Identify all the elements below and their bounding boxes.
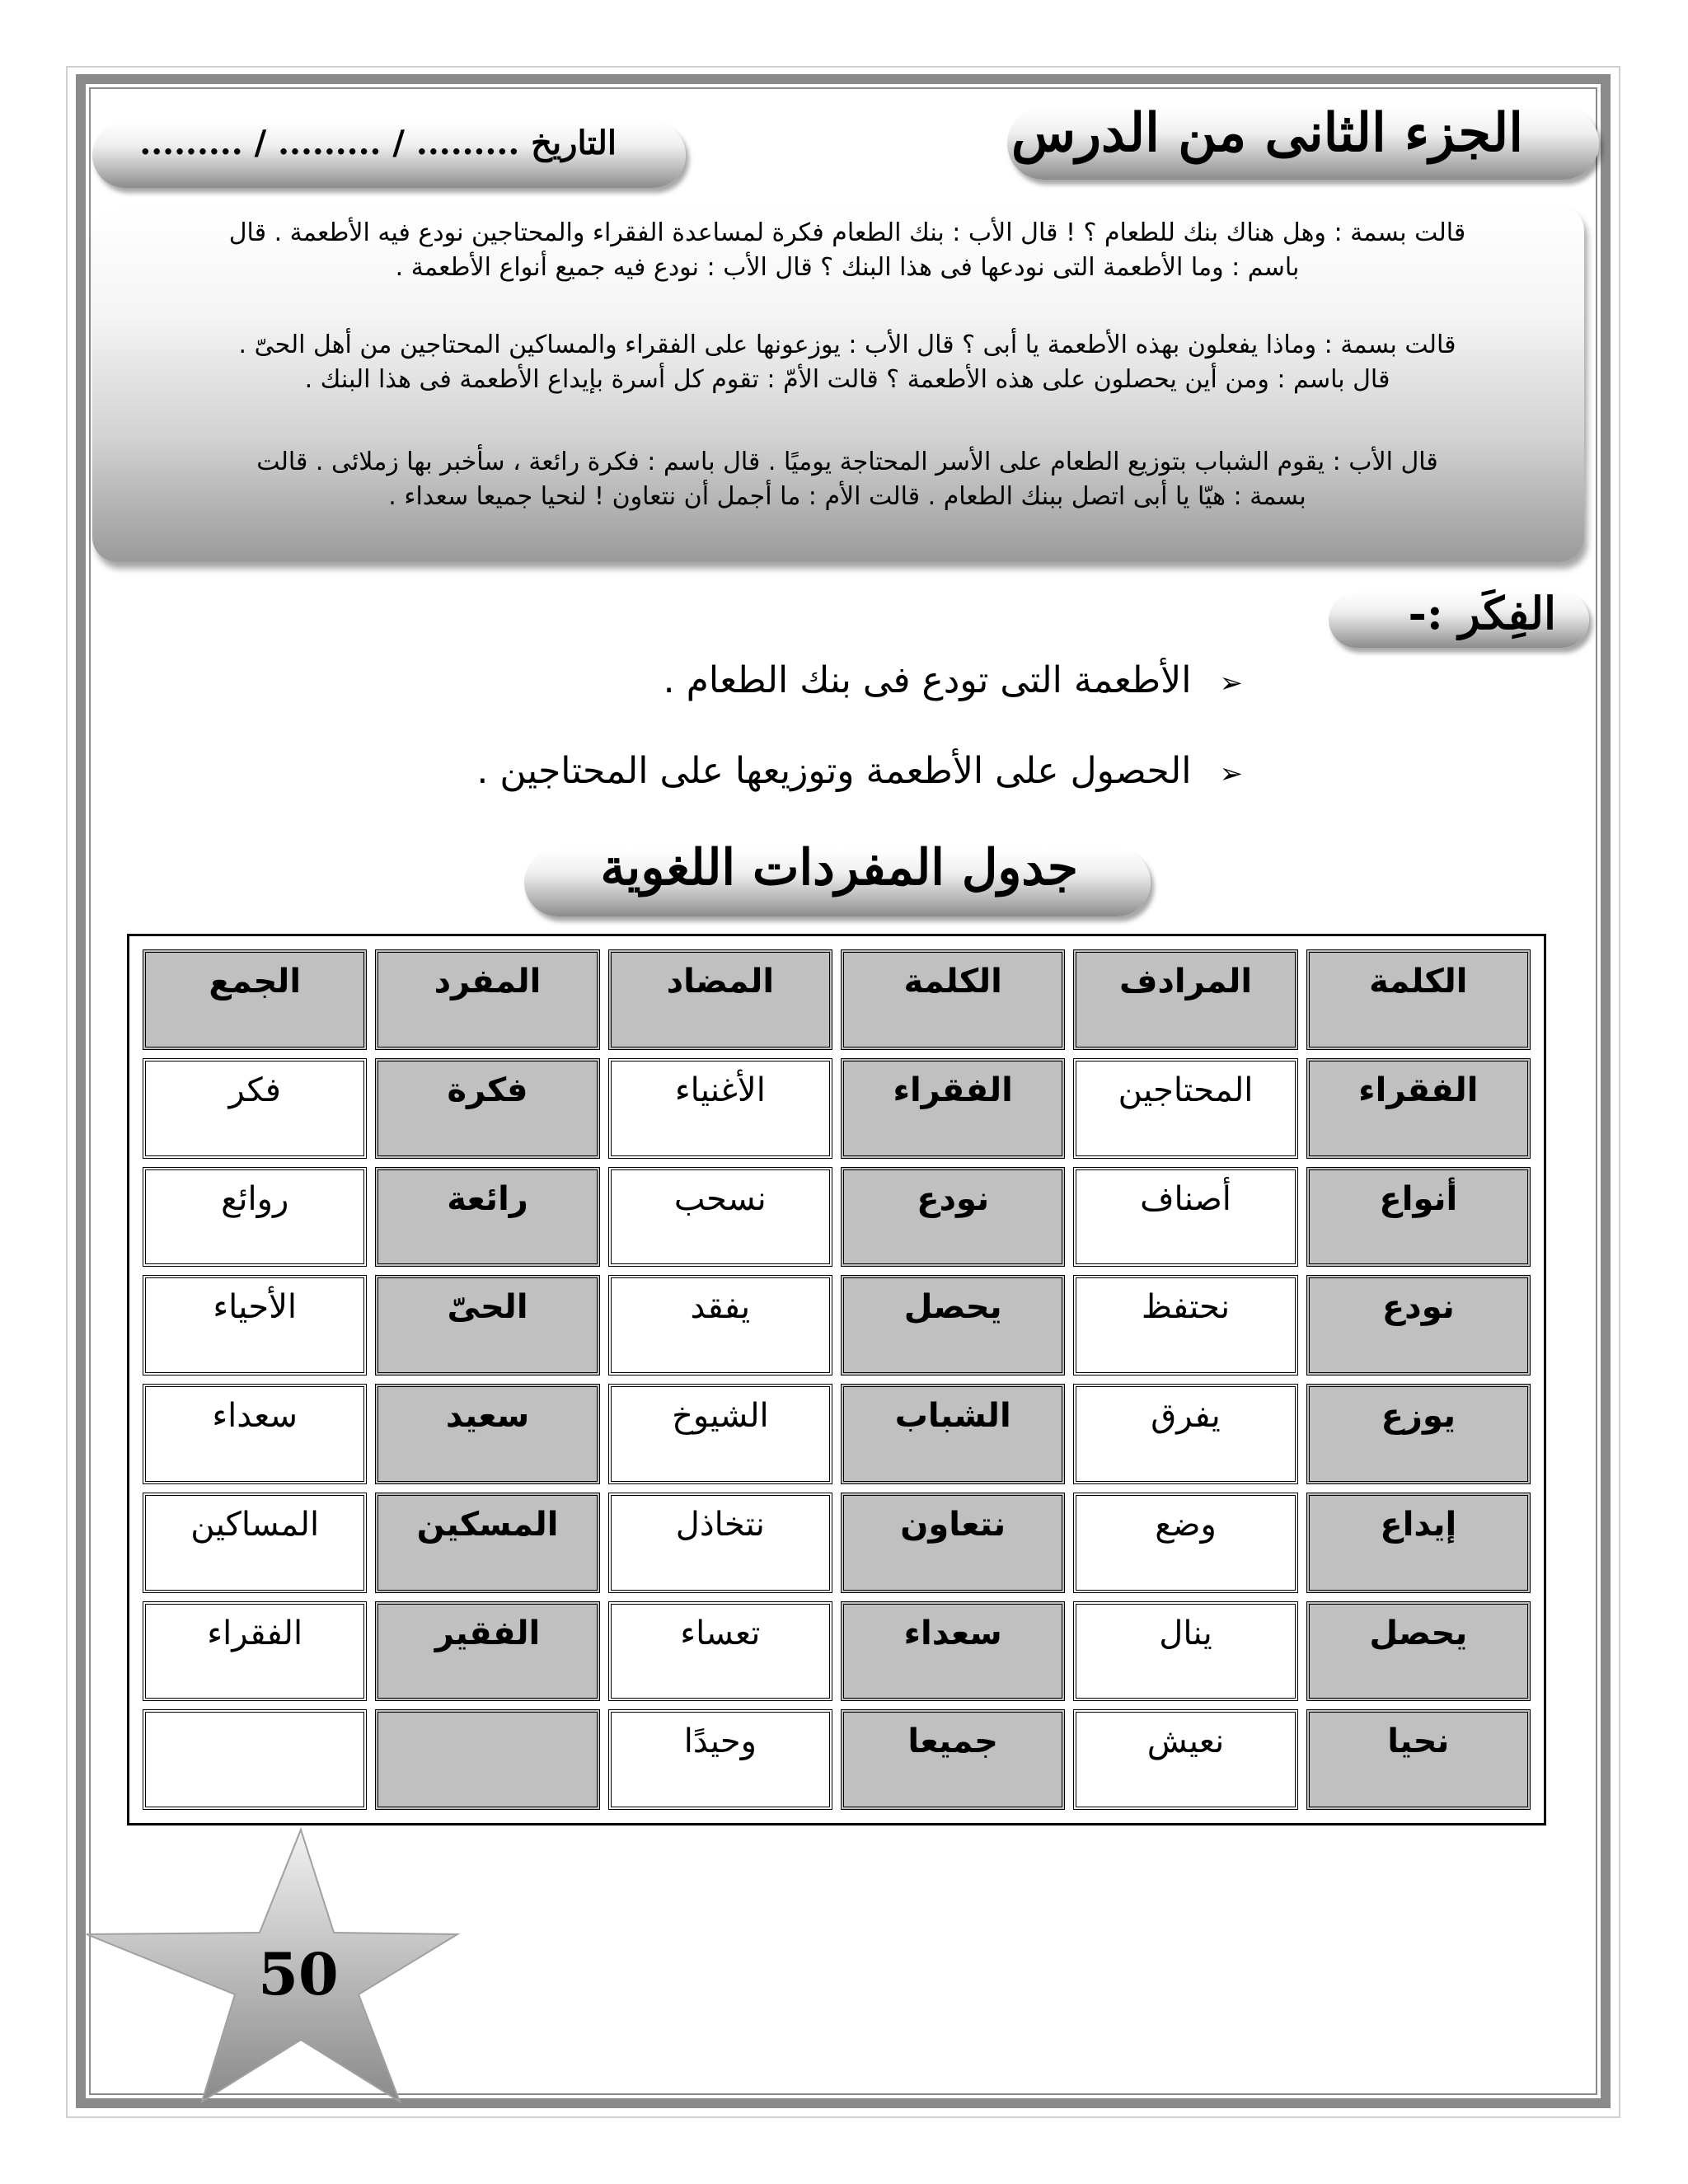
vocab-table-title: جدول المفردات اللغوية bbox=[600, 839, 1078, 897]
arrow-bullet-icon: ➢ bbox=[1219, 667, 1243, 700]
date-label: التاريخ ......... / ......... / ......... bbox=[139, 124, 617, 162]
page-number: 50 bbox=[258, 1940, 339, 2008]
table-row bbox=[143, 1601, 1531, 1702]
table-cell: نسحب bbox=[608, 1167, 832, 1268]
table-row bbox=[143, 1493, 1531, 1593]
table-row bbox=[143, 1167, 1531, 1268]
story-paragraph-3 bbox=[122, 445, 1573, 514]
table-cell: أنواع bbox=[1306, 1167, 1531, 1268]
idea-text: الحصول على الأطعمة وتوزيعها على المحتاجين . bbox=[476, 750, 1192, 792]
table-cell: نودع bbox=[1306, 1275, 1531, 1376]
table-cell: الفقير bbox=[375, 1601, 599, 1702]
idea-item bbox=[476, 750, 1243, 792]
table-cell: الشيوخ bbox=[608, 1384, 832, 1484]
table-header-row bbox=[143, 949, 1531, 1050]
table-cell: نعيش bbox=[1073, 1709, 1297, 1810]
table-cell: يحصل bbox=[841, 1275, 1065, 1376]
table-cell: الأغنياء bbox=[608, 1058, 832, 1159]
column-header: الكلمة bbox=[841, 949, 1065, 1050]
table-cell: سعداء bbox=[143, 1384, 367, 1484]
table-cell: المحتاجين bbox=[1073, 1058, 1297, 1159]
table-row bbox=[143, 1384, 1531, 1484]
vocab-table bbox=[134, 941, 1539, 1818]
table-cell: إيداع bbox=[1306, 1493, 1531, 1593]
table-cell: الفقراء bbox=[143, 1601, 367, 1702]
table-cell: المساكين bbox=[143, 1493, 367, 1593]
column-header: المفرد bbox=[375, 949, 599, 1050]
table-cell: جميعا bbox=[841, 1709, 1065, 1810]
table-cell: وحيدًا bbox=[608, 1709, 832, 1810]
story-line: بسمة : هيّا يا أبى اتصل ببنك الطعام . قالت الأم : ما أجمل أن نتعاون ! لنحيا جميعا سعداء . bbox=[388, 482, 1306, 511]
table-row bbox=[143, 1275, 1531, 1376]
idea-item bbox=[663, 659, 1243, 701]
table-cell: نتخاذل bbox=[608, 1493, 832, 1593]
column-header: الجمع bbox=[143, 949, 367, 1050]
idea-text: الأطعمة التى تودع فى بنك الطعام . bbox=[663, 659, 1192, 701]
column-header: الكلمة bbox=[1306, 949, 1531, 1050]
table-cell: سعداء bbox=[841, 1601, 1065, 1702]
story-paragraph-2 bbox=[122, 328, 1573, 397]
table-cell: يوزع bbox=[1306, 1384, 1531, 1484]
table-cell: أصناف bbox=[1073, 1167, 1297, 1268]
ideas-title: الفِكَر :- bbox=[1408, 587, 1556, 640]
table-cell: نحيا bbox=[1306, 1709, 1531, 1810]
story-line: قال الأب : يقوم الشباب بتوزيع الطعام على الأسر المحتاجة يوميًا . قال باسم : فكرة رائعة ، سأخبر بها زملائى . قالت bbox=[256, 448, 1438, 476]
story-line: قالت بسمة : وماذا يفعلون بهذه الأطعمة يا أبى ؟ قال الأب : يوزعونها على الفقراء والمساكين المحتاجين من أهل الحىّ . bbox=[238, 330, 1456, 359]
table-cell: روائع bbox=[143, 1167, 367, 1268]
table-cell: يحصل bbox=[1306, 1601, 1531, 1702]
story-line: قالت بسمة : وهل هناك بنك للطعام ؟ ! قال الأب : بنك الطعام فكرة لمساعدة الفقراء والمحتاجين نودع فيه الأطعمة . قال bbox=[228, 218, 1466, 247]
table-cell: الحىّ bbox=[375, 1275, 599, 1376]
story-line: قال باسم : ومن أين يحصلون على هذه الأطعمة ؟ قالت الأمّ : تقوم كل أسرة بإيداع الأطعمة فى هذا البنك . bbox=[304, 365, 1390, 394]
table-cell: يفقد bbox=[608, 1275, 832, 1376]
table-cell: الفقراء bbox=[841, 1058, 1065, 1159]
table-cell: فكرة bbox=[375, 1058, 599, 1159]
page-number-star-icon bbox=[82, 1825, 462, 2106]
table-cell bbox=[143, 1709, 367, 1810]
vocab-table-frame bbox=[127, 934, 1546, 1825]
table-cell: الفقراء bbox=[1306, 1058, 1531, 1159]
table-cell: نتعاون bbox=[841, 1493, 1065, 1593]
table-cell: وضع bbox=[1073, 1493, 1297, 1593]
table-cell: سعيد bbox=[375, 1384, 599, 1484]
column-header: المضاد bbox=[608, 949, 832, 1050]
table-cell: الشباب bbox=[841, 1384, 1065, 1484]
story-line: باسم : وما الأطعمة التى نودعها فى هذا البنك ؟ قال الأب : نودع فيه جميع أنواع الأطعمة . bbox=[395, 253, 1300, 282]
table-row bbox=[143, 1058, 1531, 1159]
table-cell: رائعة bbox=[375, 1167, 599, 1268]
table-cell: نحتفظ bbox=[1073, 1275, 1297, 1376]
table-row bbox=[143, 1709, 1531, 1810]
table-cell: ينال bbox=[1073, 1601, 1297, 1702]
table-cell: نودع bbox=[841, 1167, 1065, 1268]
arrow-bullet-icon: ➢ bbox=[1219, 757, 1243, 790]
table-cell: الأحياء bbox=[143, 1275, 367, 1376]
table-cell: المسكين bbox=[375, 1493, 599, 1593]
lesson-part-title: الجزء الثانى من الدرس bbox=[1011, 102, 1523, 164]
story-paragraph-1 bbox=[122, 216, 1573, 285]
table-cell bbox=[375, 1709, 599, 1810]
table-cell: فكر bbox=[143, 1058, 367, 1159]
column-header: المرادف bbox=[1073, 949, 1297, 1050]
table-cell: يفرق bbox=[1073, 1384, 1297, 1484]
table-cell: تعساء bbox=[608, 1601, 832, 1702]
